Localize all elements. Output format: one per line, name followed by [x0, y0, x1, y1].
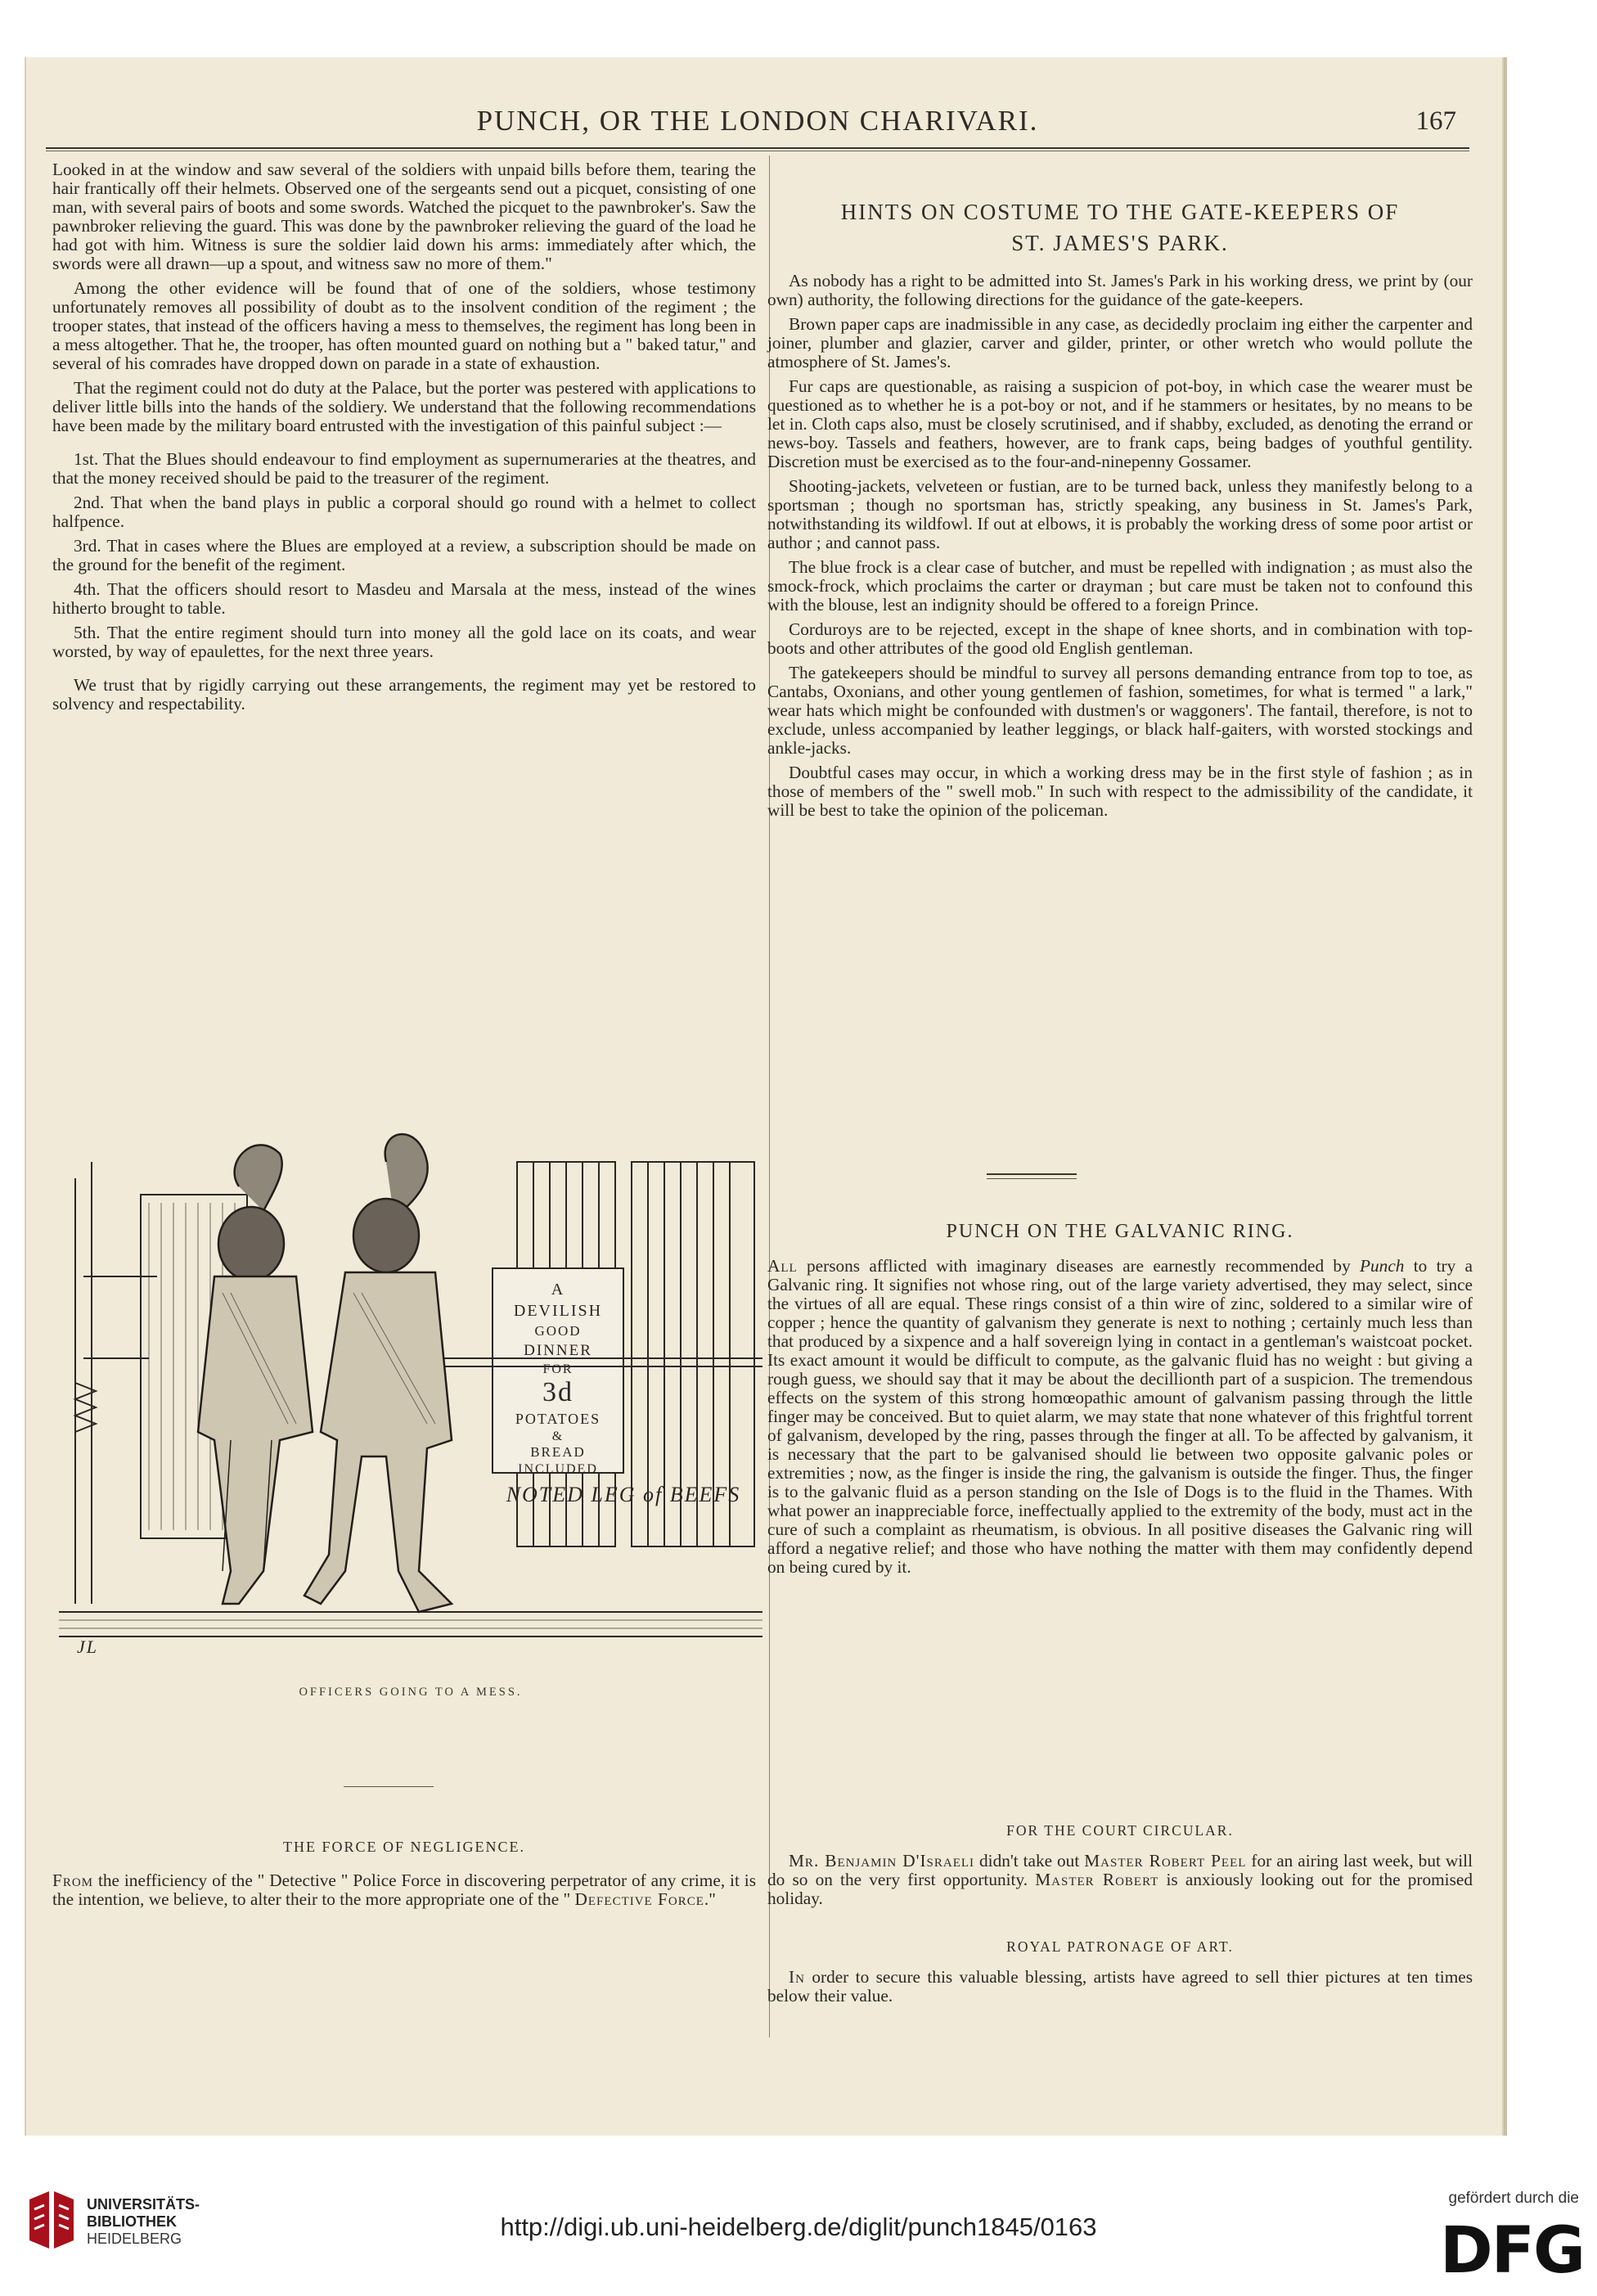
person-name: Master Robert — [1035, 1870, 1159, 1889]
funded-by-label: gefördert durch die — [1448, 2190, 1579, 2207]
article-paragraph: Fur caps are questionable, as raising a suspicion of pot-boy, in which case the wearer must be questioned as to whether he is a pot-boy or not, and if he stammers or hesitates, by no means to be let in. Cloth caps also, must be closely scrutinised, and if shabby, excluded, as denoting the errand or news-boy. Tassels and feathers, however, are to frank caps, being badges of youthful gentility. Discretion must be exercised as to the four-and-ninepenny Gossamer. — [767, 376, 1473, 471]
sign-line: DINNER — [524, 1342, 592, 1359]
sign-line: 3d — [542, 1377, 574, 1407]
header-rule — [46, 147, 1469, 149]
article-paragraph: Brown paper caps are inadmissible in any case, as decidedly proclaim ing either the carpenter and joiner, plumber and glazier, carver and gilder, printer, or other wretch who would pollute the atmosphere of St. James's. — [767, 314, 1473, 371]
right-column — [767, 160, 1473, 826]
section-title: FOR THE COURT CIRCULAR. — [1006, 1822, 1234, 1839]
sign-line: DEVILISH — [513, 1302, 603, 1320]
person-name: Mr. Benjamin D'Israeli — [789, 1851, 975, 1871]
article-paragraph: Among the other evidence will be found that of one of the soldiers, whose testimony unfortunately removes all possibility of doubt as to the insolvent condition of the regiment ; the trooper states, that instead of the officers having a mess to themselves, the regiment has long been in a mess altogether. That he, the trooper, has often mounted guard on nothing but a " baked tatur," and several of his comrades have dropped down on parade in a state of exhaustion. — [52, 278, 756, 373]
paragraph-text: for an airing last week, but will do so on the very first opportunity. — [767, 1851, 1473, 1889]
article-paragraph — [767, 1968, 1473, 2006]
page-edge — [1504, 57, 1507, 2136]
banner-text: NOTED LEG of BEEFS — [506, 1483, 741, 1506]
sign-line: A — [551, 1281, 565, 1299]
paragraph-text: order to secure this valuable blessing, artists have agreed to sell thier pictures at ten times below their value. — [767, 1967, 1473, 2006]
article-paragraph: As nobody has a right to be admitted into St. James's Park in his working dress, we print by (our own) authority, the following directions for the guidance of the gate-keepers. — [767, 271, 1473, 309]
article-paragraph: That the regiment could not do duty at the Palace, but the porter was pestered with applications to deliver little bills into the hands of the soldiery. We understand that the following recommendations have been made by the military board entrusted with the investigation of this painful subject :— — [52, 378, 756, 435]
article-paragraph: The blue frock is a clear case of butcher, and must be repelled with indignation ; as must also the smock-frock, which proclaims the carter or drayman ; but care must be taken not to confound this with the blouse, lest an indignity should be offered to a foreign Prince. — [767, 557, 1473, 615]
galvanic-section — [767, 1216, 1473, 1582]
article-title: HINTS ON COSTUME TO THE GATE-KEEPERS OF — [840, 200, 1400, 224]
library-name-line: HEIDELBERG — [87, 2231, 182, 2247]
article-paragraph: We trust that by rigidly carrying out these arrangements, the regiment may yet be restored to solvency and respectability. — [52, 675, 756, 714]
article-subtitle: ST. JAMES'S PARK. — [1011, 231, 1229, 255]
artist-signature: JL — [77, 1636, 98, 1657]
left-column — [52, 160, 756, 719]
recommendation-item: 5th. That the entire regiment should turn into money all the gold lace on its coats, and wear worsted, by way of epaulettes, for the next three years. — [52, 623, 756, 661]
article-paragraph: Shooting-jackets, velveteen or fustian, are to be turned back, unless they manifestly belong to a sportsman ; though no sportsman has, strictly speaking, any business in St. James's Park, notwithstanding its wildfowl. If out at elbows, it is probably the working dress of some poor artist or author ; and cannot pass. — [767, 476, 1473, 552]
section-divider — [344, 1786, 434, 1787]
dfg-logo: DFG — [1439, 2214, 1584, 2288]
negligence-section — [52, 1837, 756, 1915]
sign-line: POTATOES — [515, 1411, 601, 1427]
officers-mess-engraving — [59, 1113, 763, 1661]
recommendation-item: 3rd. That in cases where the Blues are employed at a review, a subscription should be made on the ground for the benefit of the regiment. — [52, 536, 756, 574]
drop-word: From — [52, 1871, 94, 1890]
article-paragraph — [52, 1871, 756, 1909]
recommendation-item: 1st. That the Blues should endeavour to find employment as supernumeraries at the theatres, and that the money received should be paid to the treasurer of the regiment. — [52, 449, 756, 488]
drop-word: All — [767, 1256, 798, 1276]
article-paragraph: Looked in at the window and saw several of the soldiers with unpaid bills before them, tearing the hair frantically off their helmets. Observed one of the sergeants send out a picquet, consisting of one man, with several pairs of boots and some swords. Watched the picquet to the pawnbroker's. Saw the pawnbroker relieving the guard. This was done by the pawnbroker relieving the guard of the load he had got with him. Witness is sure the soldier laid down his arms: immediately after which, the swords were all drawn—up a spout, and witness saw no more of them." — [52, 160, 756, 273]
sign-line: GOOD — [534, 1323, 582, 1339]
paragraph-text: to try a Galvanic ring. It signifies not whose ring, out of the large variety advertised, they may select, since the virtues of all are equal. These rings consist of a thin wire of zinc, soldered to a similar wire of copper ; hence the quantity of galvanism they generate is next to nothing ; certainly much less than that produced by a sixpence and a half sovereign lying in contact in a gentleman's waistcoat pocket. Its exact amount it would be difficult to compute, as the galvanic fluid has no weight : but giving a rough guess, we should say that it may be about the decillionth part of a suspicion. The tremendous effects on the system of this strong homœopathic amount of galvanism passing through the little finger may be conceived. But to quiet alarm, we may state that none whatever of this frightful torrent of galvanism, developed by the ring, passes through the finger at all. To be affected by galvanism, it is necessary that the part to be galvanised should lie between two opposite galvanic poles or extremities ; now, as the finger is inside the ring, the galvanism is outside the finger. Thus, the finger is to the galvanic fluid as a person standing on the Isle of Dogs is to the fluid in the Thames. With what power an inappreciable force, ineffectually applied to the extremity of the body, must act in the cure of such a complaint as rheumatism, is obvious. In all positive diseases the Galvanic ring will afford a negative relief; and those who have nothing the matter with them may confidently depend on being cured by it. — [767, 1256, 1473, 1577]
library-name-line: BIBLIOTHEK — [87, 2213, 177, 2230]
recommendation-item: 4th. That the officers should resort to Masdeu and Marsala at the mess, instead of the wines hitherto brought to table. — [52, 579, 756, 618]
sign-line: INCLUDED — [518, 1462, 598, 1476]
paragraph-text: is anxiously looking out for the promised holiday. — [767, 1870, 1473, 1908]
paragraph-text: didn't take out — [974, 1851, 1085, 1871]
section-divider-thin — [987, 1178, 1077, 1179]
article-paragraph — [767, 1257, 1473, 1577]
running-title: PUNCH, OR THE LONDON CHARIVARI. — [476, 105, 1039, 137]
running-head — [46, 105, 1469, 147]
paragraph-text: the inefficiency of the " Detective " Police Force in discovering perpetrator of any crime, it is the intention, we believe, to alter their to the more appropriate one of the " — [52, 1871, 757, 1909]
drop-word: In — [789, 1967, 805, 1987]
permalink-url[interactable]: http://digi.ub.uni-heidelberg.de/diglit/punch1845/0163 — [500, 2213, 1097, 2241]
paragraph-tail: ." — [704, 1889, 716, 1909]
illustration-caption: OFFICERS GOING TO A MESS. — [299, 1686, 523, 1699]
section-title: ROYAL PATRONAGE OF ART. — [1006, 1938, 1234, 1955]
page-number: 167 — [1415, 106, 1456, 136]
sign-line: & — [551, 1429, 565, 1443]
paragraph-text: persons afflicted with imaginary diseases are earnestly recommended by — [797, 1256, 1361, 1276]
recommendation-item: 2nd. That when the band plays in public a corporal should go round with a helmet to collect halfpence. — [52, 493, 756, 531]
article-title: PUNCH ON THE GALVANIC RING. — [946, 1221, 1294, 1242]
section-divider — [987, 1173, 1077, 1175]
royal-section — [767, 1938, 1473, 2011]
sign-line: FOR — [542, 1362, 574, 1376]
library-name-line: UNIVERSITÄTS- — [87, 2196, 200, 2213]
punch-name: Punch — [1360, 1256, 1405, 1276]
article-paragraph: Corduroys are to be rejected, except in the shape of knee shorts, and in combination with top-boots and other attributes of the good old English gentleman. — [767, 619, 1473, 658]
article-paragraph: The gatekeepers should be mindful to survey all persons demanding entrance from top to toe, as Cantabs, Oxonians, and other young gentlemen of fashion, sometimes, for what is termed " a lark," wear hats which might be confounded with dustmen's or waggoners'. The fantail, therefore, is not to exclude, unless accompanied by leather leggings, or black half-gaiters, with worsted stockings and ankle-jacks. — [767, 663, 1473, 758]
sign-line: BREAD — [530, 1444, 586, 1460]
person-name: Master Robert Peel — [1084, 1851, 1247, 1871]
article-paragraph: Doubtful cases may occur, in which a working dress may be in the first style of fashion ; as in those of members of the " swell mob." In such with respect to the admissibility of the candidate, it will be best to take the opinion of the policeman. — [767, 763, 1473, 820]
article-paragraph — [767, 1852, 1473, 1908]
court-section — [767, 1821, 1473, 1914]
section-title: THE FORCE OF NEGLIGENCE. — [283, 1839, 525, 1855]
emphasis-term: Defective Force — [574, 1889, 704, 1909]
